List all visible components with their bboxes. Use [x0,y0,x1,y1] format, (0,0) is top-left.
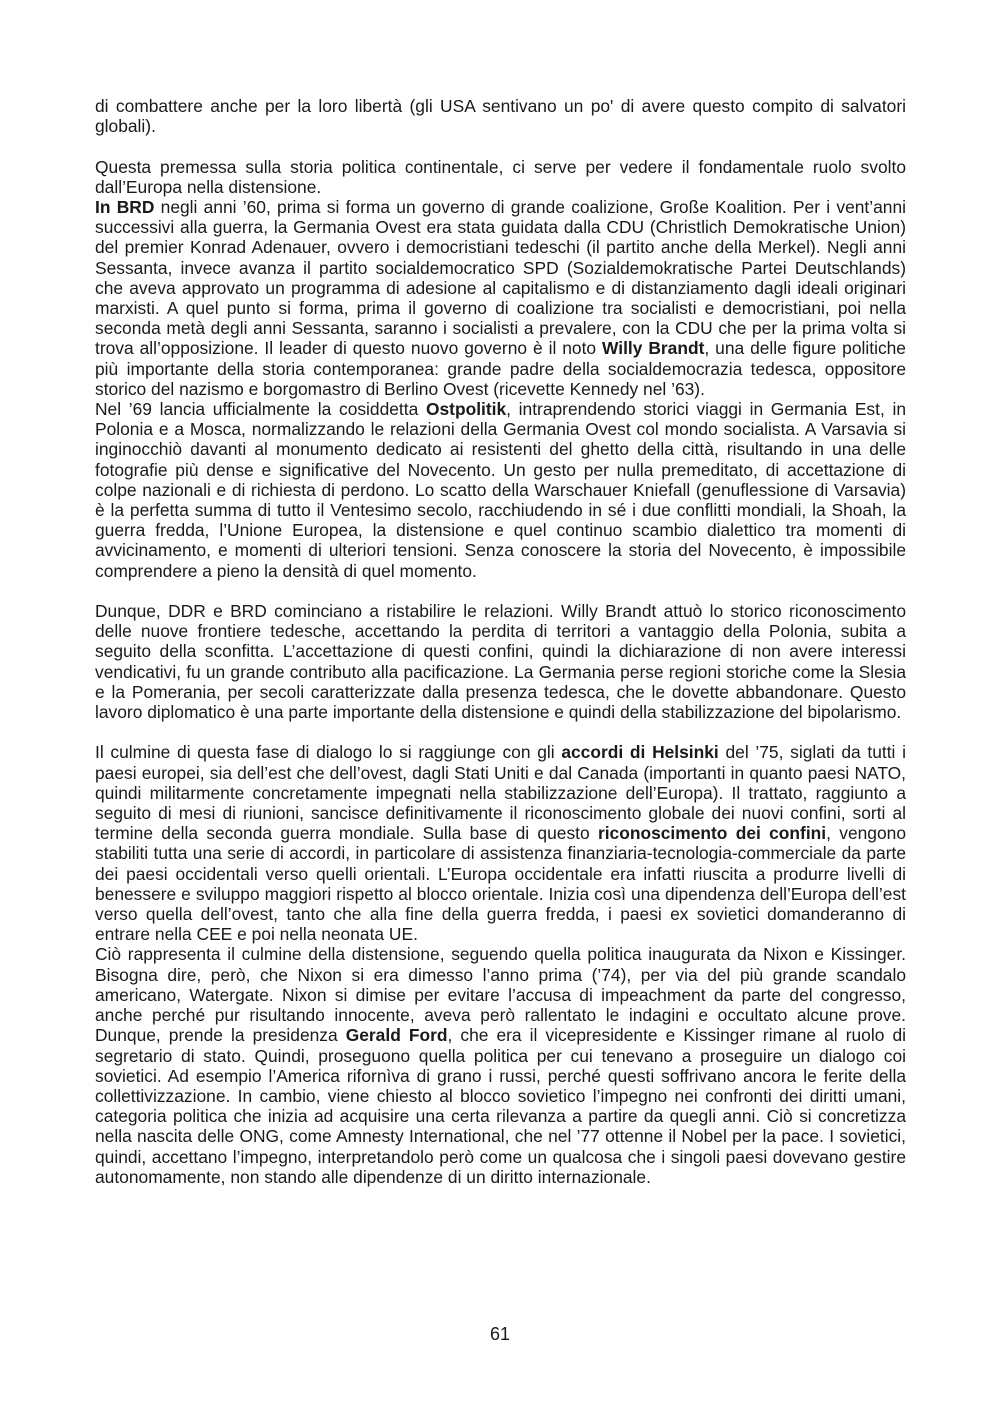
text-run: Nel ’69 lancia ufficialmente la cosiddetta [95,399,426,420]
text-run: Questa premessa sulla storia politica continentale, ci serve per vedere il fondamentale ruolo svolto dall’Europa nella distensione. [95,156,906,197]
text-run: , una delle figure politiche più importante della storia contemporanea: grande padre della socialdemocrazia tedesca, oppositore storico del nazismo e borgomastro di Berlino Ovest (ricevette Kennedy nel ’63). [95,338,906,399]
text-run: , che era il vicepresidente e Kissinger rimane al ruolo di segretario di stato. Quindi, proseguono quella politica per cui tenevano a proseguire un dialogo coi sovietici. Ad esempio l’America rifornìva di grano i russi, perché questi soffrivano ancora le ferite della collettivizzazione. In cambio, viene chiesto al blocco sovietico l’impegno nei confronti dei diritti umani, categoria politica che inizia ad acquisire una certa rilevanza a partire da quegli anni. Ciò si concretizza nella nascita delle ONG, come Amnesty International, che nel ’77 ottenne il Nobel per la pace. I sovietici, quindi, accettano l’impegno, interpretandolo però come un qualcosa che i singoli paesi dovevano gestire autonomamente, non stando alle dipendenze di un diritto internazionale. [95,1025,906,1187]
paragraph [95,601,906,722]
paragraph [95,197,906,399]
bold-term: Ostpolitik [425,399,507,420]
text-run: negli anni ’60, prima si forma un governo di grande coalizione, Große Koalition. Per i vent’anni successivi alla guerra, la Germania Ovest era stata guidata dalla CDU (Christlich Demokratische Union) del premier Konrad Adenauer, ovvero i democristiani tedeschi (il partito anche della Merkel). Negli anni Sessanta, invece avanza il partito socialdemocratico SPD (Sozialdemokratische Partei Deutschlands) che aveva approvato un programma di adesione al capitalismo e di distanziamento dagli ideali originari marxisti. A quel punto si forma, prima il governo di coalizione tra socialisti e democristiani, poi nella seconda metà degli anni Sessanta, saranno i socialisti a prevalere, con la CDU che per la prima volta si trova all’opposizione. Il leader di questo nuovo governo è il noto [95,197,906,359]
paragraph [95,399,906,581]
text-run: , intraprendendo storici viaggi in Germania Est, in Polonia e a Mosca, normalizzando le relazioni della Germania Ovest col mondo socialista. A Varsavia si inginocchiò davanti al monumento dedicato ai resistenti del ghetto della città, risultando in una delle fotografie più dense e significative del Novecento. Un gesto per nulla premeditato, di accettazione di colpe nazionali e di richiesta di perdono. Lo scatto della Warschauer Kniefall (genuflessione di Varsavia) è la perfetta summa di tutto il Ventesimo secolo, racchiudendo in sé i due conflitti mondiali, la Shoah, la guerra fredda, l’Unione Europea, la distensione e quel continuo scambio dialettico tra momenti di avvicinamento, e momenti di ulteriori tensioni. Senza conoscere la storia del Novecento, è impossibile comprendere a pieno la densità di quel momento. [95,399,907,581]
bold-term: In BRD [95,197,155,217]
bold-term: Willy Brandt [602,338,705,359]
text-run: Ciò rappresenta il culmine della distensione, seguendo quella politica inaugurata da Nixon e Kissinger. Bisogna dire, però, che Nixon si era dimesso l’anno prima (’74), per via del più grande scandalo americano, Watergate. Nixon si dimise per evitare l’accusa di impeachment da parte del congresso, anche perché pur risultando innocente, aveva però rallentato le indagini e occultato alcune prove. Dunque, prende la presidenza [95,944,906,1046]
text-run: Il culmine di questa fase di dialogo lo si raggiunge con gli [95,742,562,763]
page-body [95,96,906,1187]
paragraph [95,944,906,1186]
bold-term: accordi di Helsinki [561,742,719,763]
paragraph [95,157,906,197]
bold-term: riconoscimento dei confini [597,823,827,844]
text-run: di combattere anche per la loro libertà (gli USA sentivano un po' di avere questo compito di salvatori globali). [95,96,906,137]
paragraph [95,742,906,944]
bold-term: Gerald Ford [345,1025,448,1046]
text-run: del ’75, siglati da tutti i paesi europei, sia dell’est che dell’ovest, dagli Stati Uniti e dal Canada (importanti in quanto paesi NATO, quindi militarmente concretamente impegnati nella stabilizzazione dell’Europa). Il trattato, raggiunto a seguito di mesi di riunioni, sancisce definitivamente il riconoscimento globale dei nuovi confini, sorti al termine della seconda guerra mondiale. Sulla base di questo [95,742,906,844]
text-run: Dunque, DDR e BRD cominciano a ristabilire le relazioni. Willy Brandt attuò lo storico riconoscimento delle nuove frontiere tedesche, accettando la perdita di territori a vantaggio della Polonia, subita a seguito della sconfitta. L’accettazione di questi confini, quindi la dichiarazione di non avere interessi vendicativi, fu un grande contributo alla pacificazione. La Germania perse regioni storiche come la Slesia e la Pomerania, per secoli caratterizzate dalla presenza tedesca, che le dovette abbandonare. Questo lavoro diplomatico è una parte importante della distensione e quindi della stabilizzazione del bipolarismo. [95,601,906,723]
text-run: , vengono stabiliti tutta una serie di accordi, in particolare di assistenza finanziaria-tecnologia-commerciale da parte dei paesi occidentali verso quelli orientali. L’Europa occidentale era infatti riuscita a produrre livelli di benessere e sviluppo maggiori rispetto al blocco orientale. Inizia così una dipendenza dell’Europa dell’est verso quella dell’ovest, tanto che alla fine della guerra fredda, i paesi ex sovietici domanderanno di entrare nella CEE e poi nella neonata UE. [95,823,906,945]
paragraph [95,96,906,136]
page-number: 61 [489,1324,511,1344]
